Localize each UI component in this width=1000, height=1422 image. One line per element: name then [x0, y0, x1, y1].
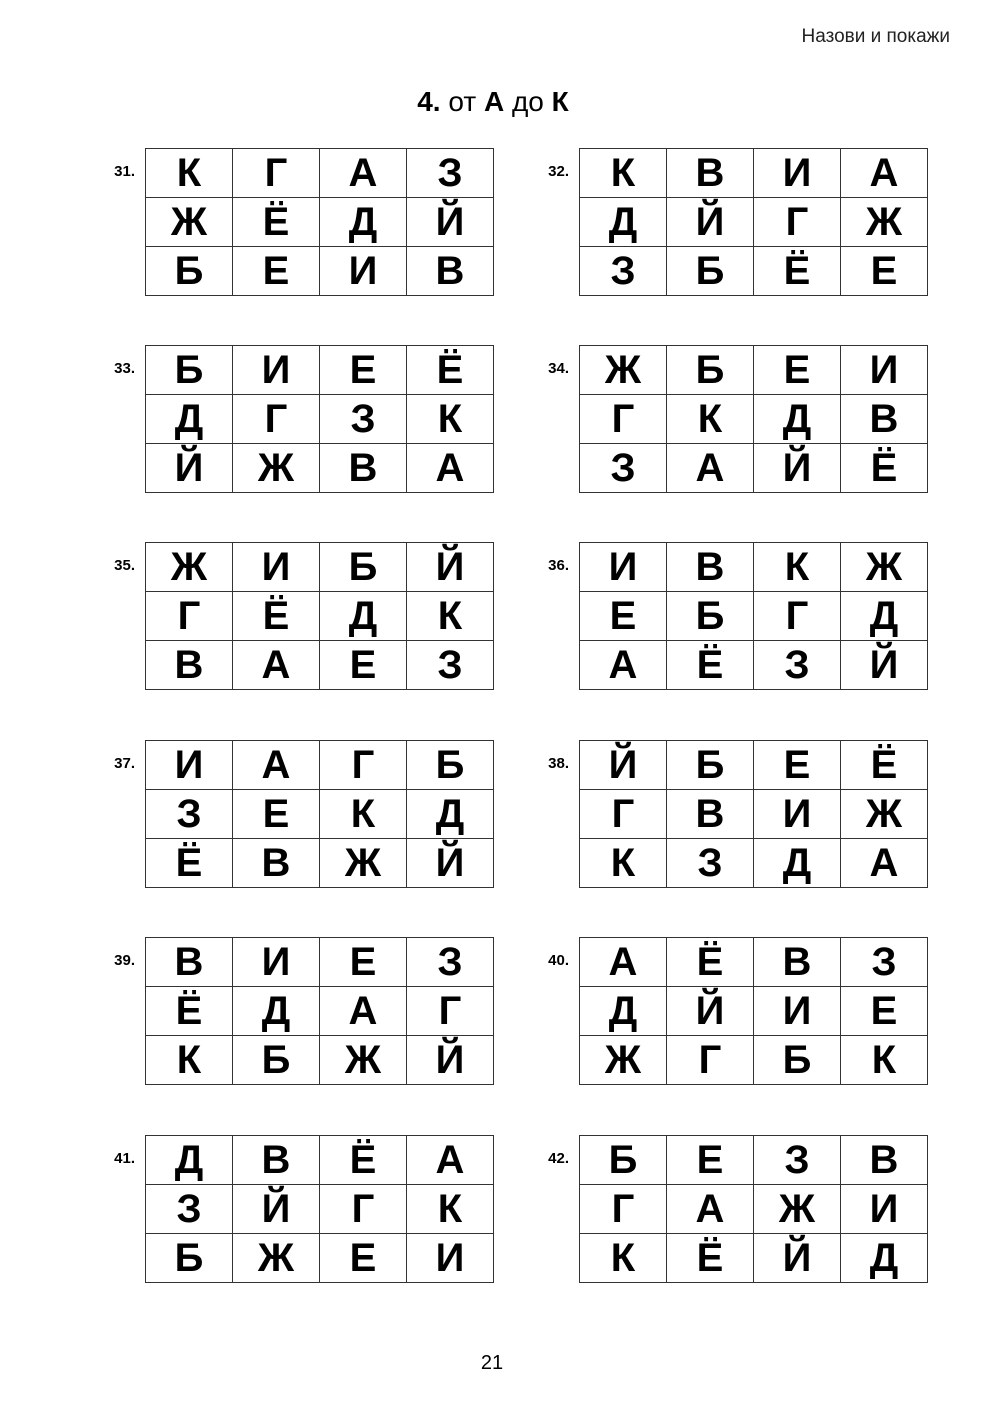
- grid-cell: Б: [320, 543, 407, 592]
- grid-cell: И: [233, 346, 320, 395]
- grid-cell: В: [841, 395, 928, 444]
- letter-grid: [579, 542, 928, 690]
- grid-cell: К: [146, 1036, 233, 1085]
- grid-cell: Ё: [667, 641, 754, 690]
- grid-cell: В: [146, 641, 233, 690]
- grid-cell: Е: [320, 938, 407, 987]
- grid-cell: Д: [580, 198, 667, 247]
- grid-cell: Ж: [233, 1234, 320, 1283]
- letter-grid: [145, 148, 494, 296]
- grid-row: [580, 790, 928, 839]
- grid-cell: З: [754, 641, 841, 690]
- grid-cell: Ё: [667, 938, 754, 987]
- grid-cell: Д: [233, 987, 320, 1036]
- grid-cell: Е: [320, 641, 407, 690]
- grid-cell: Е: [754, 741, 841, 790]
- grid-cell: В: [754, 938, 841, 987]
- grid-cell: Ё: [667, 1234, 754, 1283]
- grid-row: [580, 1036, 928, 1085]
- grid-cell: З: [667, 839, 754, 888]
- grid-cell: К: [320, 790, 407, 839]
- grid-cell: Б: [146, 1234, 233, 1283]
- grid-cell: И: [146, 741, 233, 790]
- grid-cell: Ё: [407, 346, 494, 395]
- grid-cell: В: [667, 790, 754, 839]
- grid-cell: З: [580, 247, 667, 296]
- grid-cell: Ё: [233, 592, 320, 641]
- grid-cell: Й: [667, 987, 754, 1036]
- grid-cell: Е: [233, 247, 320, 296]
- letter-grid: [579, 937, 928, 1085]
- grid-row: [580, 839, 928, 888]
- grid-row: [146, 1036, 494, 1085]
- grid-cell: Ё: [146, 839, 233, 888]
- letter-grid: [579, 1135, 928, 1283]
- grid-cell: Д: [146, 395, 233, 444]
- grid-cell: Д: [407, 790, 494, 839]
- grid-cell: В: [146, 938, 233, 987]
- grid-cell: Д: [841, 1234, 928, 1283]
- grid-row: [146, 592, 494, 641]
- grid-cell: К: [407, 592, 494, 641]
- grid-cell: Ё: [320, 1136, 407, 1185]
- grid-cell: Е: [233, 790, 320, 839]
- grid-cell: И: [754, 987, 841, 1036]
- grid-number: 40.: [548, 952, 569, 969]
- grid-number: 35.: [114, 557, 135, 574]
- grid-cell: Б: [754, 1036, 841, 1085]
- grid-row: [146, 543, 494, 592]
- grid-cell: А: [407, 1136, 494, 1185]
- grid-number: 37.: [114, 755, 135, 772]
- title-start-letter: А: [483, 86, 505, 117]
- letter-grid: [145, 542, 494, 690]
- grid-cell: Й: [233, 1185, 320, 1234]
- grid-number: 42.: [548, 1150, 569, 1167]
- grid-row: [146, 1234, 494, 1283]
- grid-cell: В: [667, 149, 754, 198]
- grid-cell: Д: [320, 198, 407, 247]
- grid-cell: Ё: [841, 741, 928, 790]
- grid-number: 41.: [114, 1150, 135, 1167]
- grid-row: [580, 543, 928, 592]
- grid-cell: К: [146, 149, 233, 198]
- grid-cell: Г: [580, 395, 667, 444]
- grid-cell: Д: [580, 987, 667, 1036]
- grid-row: [580, 1136, 928, 1185]
- grid-cell: К: [754, 543, 841, 592]
- grid-cell: Ж: [233, 444, 320, 493]
- grid-cell: Й: [146, 444, 233, 493]
- grid-cell: Ж: [841, 198, 928, 247]
- grid-number: 34.: [548, 360, 569, 377]
- grid-row: [146, 641, 494, 690]
- letter-grid: [579, 740, 928, 888]
- grid-cell: Й: [580, 741, 667, 790]
- grid-cell: Ж: [146, 198, 233, 247]
- grid-row: [580, 198, 928, 247]
- grid-cell: К: [580, 149, 667, 198]
- letter-grid: [145, 740, 494, 888]
- grid-cell: Б: [667, 346, 754, 395]
- grid-cell: З: [754, 1136, 841, 1185]
- grid-cell: Б: [580, 1136, 667, 1185]
- grid-cell: Й: [754, 444, 841, 493]
- grid-cell: З: [580, 444, 667, 493]
- grid-cell: Е: [667, 1136, 754, 1185]
- grid-cell: И: [233, 938, 320, 987]
- title-end-letter: К: [551, 86, 569, 117]
- grid-cell: К: [841, 1036, 928, 1085]
- grid-cell: Б: [146, 346, 233, 395]
- grid-cell: Б: [146, 247, 233, 296]
- title-from: от: [448, 86, 477, 117]
- grid-cell: А: [233, 741, 320, 790]
- grid-row: [146, 1185, 494, 1234]
- grid-row: [580, 938, 928, 987]
- grid-cell: Й: [407, 1036, 494, 1085]
- grid-row: [146, 987, 494, 1036]
- grid-cell: И: [754, 790, 841, 839]
- grid-number: 36.: [548, 557, 569, 574]
- grid-cell: Д: [841, 592, 928, 641]
- grid-cell: Г: [233, 395, 320, 444]
- grid-cell: А: [580, 938, 667, 987]
- grid-cell: А: [841, 149, 928, 198]
- grid-cell: Г: [667, 1036, 754, 1085]
- grid-cell: В: [407, 247, 494, 296]
- letter-grid: [579, 345, 928, 493]
- grid-cell: Г: [320, 741, 407, 790]
- grid-cell: Г: [580, 790, 667, 839]
- title-to: до: [511, 86, 544, 117]
- grid-row: [580, 395, 928, 444]
- grid-cell: Й: [407, 543, 494, 592]
- page-title: [0, 86, 986, 118]
- letter-grid: [579, 148, 928, 296]
- grid-row: [580, 1234, 928, 1283]
- grid-cell: А: [320, 149, 407, 198]
- grid-number: 32.: [548, 163, 569, 180]
- grid-cell: И: [754, 149, 841, 198]
- grid-cell: Г: [407, 987, 494, 1036]
- grid-cell: Г: [146, 592, 233, 641]
- grid-number: 33.: [114, 360, 135, 377]
- grid-cell: А: [233, 641, 320, 690]
- letter-grid: [145, 937, 494, 1085]
- grid-cell: И: [233, 543, 320, 592]
- grid-row: [146, 198, 494, 247]
- grid-cell: З: [320, 395, 407, 444]
- grid-row: [580, 247, 928, 296]
- grid-cell: Д: [146, 1136, 233, 1185]
- grid-row: [580, 149, 928, 198]
- grid-cell: Й: [407, 198, 494, 247]
- grid-row: [146, 247, 494, 296]
- grid-cell: З: [407, 149, 494, 198]
- grid-cell: Г: [320, 1185, 407, 1234]
- grid-row: [580, 444, 928, 493]
- grid-cell: К: [580, 839, 667, 888]
- grid-cell: Ё: [841, 444, 928, 493]
- grid-cell: А: [667, 1185, 754, 1234]
- grid-cell: Е: [580, 592, 667, 641]
- grid-cell: Ё: [233, 198, 320, 247]
- grid-cell: Ж: [580, 346, 667, 395]
- grid-row: [146, 938, 494, 987]
- grid-cell: Д: [320, 592, 407, 641]
- grid-row: [146, 790, 494, 839]
- page-number: 21: [480, 1352, 504, 1374]
- grid-cell: К: [407, 1185, 494, 1234]
- grid-cell: И: [407, 1234, 494, 1283]
- grid-cell: Г: [233, 149, 320, 198]
- grid-number: 38.: [548, 755, 569, 772]
- grid-cell: Ё: [754, 247, 841, 296]
- grid-row: [146, 444, 494, 493]
- grid-row: [146, 149, 494, 198]
- grid-cell: И: [841, 346, 928, 395]
- grid-cell: Б: [407, 741, 494, 790]
- grid-cell: В: [320, 444, 407, 493]
- grid-cell: Е: [754, 346, 841, 395]
- grid-cell: З: [407, 938, 494, 987]
- grid-cell: К: [580, 1234, 667, 1283]
- grid-cell: А: [580, 641, 667, 690]
- grid-cell: Д: [754, 839, 841, 888]
- grid-row: [146, 741, 494, 790]
- grid-cell: Ж: [841, 790, 928, 839]
- grid-cell: И: [580, 543, 667, 592]
- grid-cell: Й: [667, 198, 754, 247]
- grid-cell: Г: [754, 592, 841, 641]
- grid-cell: Й: [407, 839, 494, 888]
- grid-cell: Ё: [146, 987, 233, 1036]
- grid-cell: В: [841, 1136, 928, 1185]
- grid-row: [580, 592, 928, 641]
- grid-cell: Й: [841, 641, 928, 690]
- grid-cell: В: [233, 839, 320, 888]
- grid-row: [146, 1136, 494, 1185]
- letter-grid: [145, 345, 494, 493]
- grid-cell: З: [146, 1185, 233, 1234]
- grid-cell: Д: [754, 395, 841, 444]
- grid-cell: Ж: [754, 1185, 841, 1234]
- grid-cell: А: [841, 839, 928, 888]
- grid-cell: Е: [841, 247, 928, 296]
- grid-cell: Е: [320, 1234, 407, 1283]
- header-label: Назови и покажи: [801, 26, 950, 47]
- grid-cell: Ж: [146, 543, 233, 592]
- grid-cell: Ж: [320, 1036, 407, 1085]
- grid-cell: Е: [320, 346, 407, 395]
- grid-cell: Е: [841, 987, 928, 1036]
- grid-row: [580, 641, 928, 690]
- grid-cell: А: [667, 444, 754, 493]
- grid-cell: В: [233, 1136, 320, 1185]
- grid-cell: З: [146, 790, 233, 839]
- grid-cell: Б: [667, 247, 754, 296]
- grid-cell: З: [407, 641, 494, 690]
- grid-row: [580, 1185, 928, 1234]
- grid-row: [580, 987, 928, 1036]
- grid-row: [146, 346, 494, 395]
- grid-row: [146, 395, 494, 444]
- grid-cell: К: [667, 395, 754, 444]
- title-number: 4.: [417, 86, 441, 117]
- grid-row: [580, 741, 928, 790]
- grid-cell: Ж: [841, 543, 928, 592]
- grid-cell: Г: [754, 198, 841, 247]
- grid-cell: Б: [667, 592, 754, 641]
- grid-cell: А: [407, 444, 494, 493]
- grid-cell: Г: [580, 1185, 667, 1234]
- grid-number: 31.: [114, 163, 135, 180]
- grid-row: [146, 839, 494, 888]
- grid-cell: Б: [667, 741, 754, 790]
- grid-cell: В: [667, 543, 754, 592]
- grid-cell: Ж: [320, 839, 407, 888]
- grid-cell: Б: [233, 1036, 320, 1085]
- letter-grid: [145, 1135, 494, 1283]
- grid-number: 39.: [114, 952, 135, 969]
- grid-cell: И: [841, 1185, 928, 1234]
- grid-cell: З: [841, 938, 928, 987]
- grid-cell: Й: [754, 1234, 841, 1283]
- grid-row: [580, 346, 928, 395]
- grid-cell: А: [320, 987, 407, 1036]
- grid-cell: К: [407, 395, 494, 444]
- grid-cell: Ж: [580, 1036, 667, 1085]
- grid-cell: И: [320, 247, 407, 296]
